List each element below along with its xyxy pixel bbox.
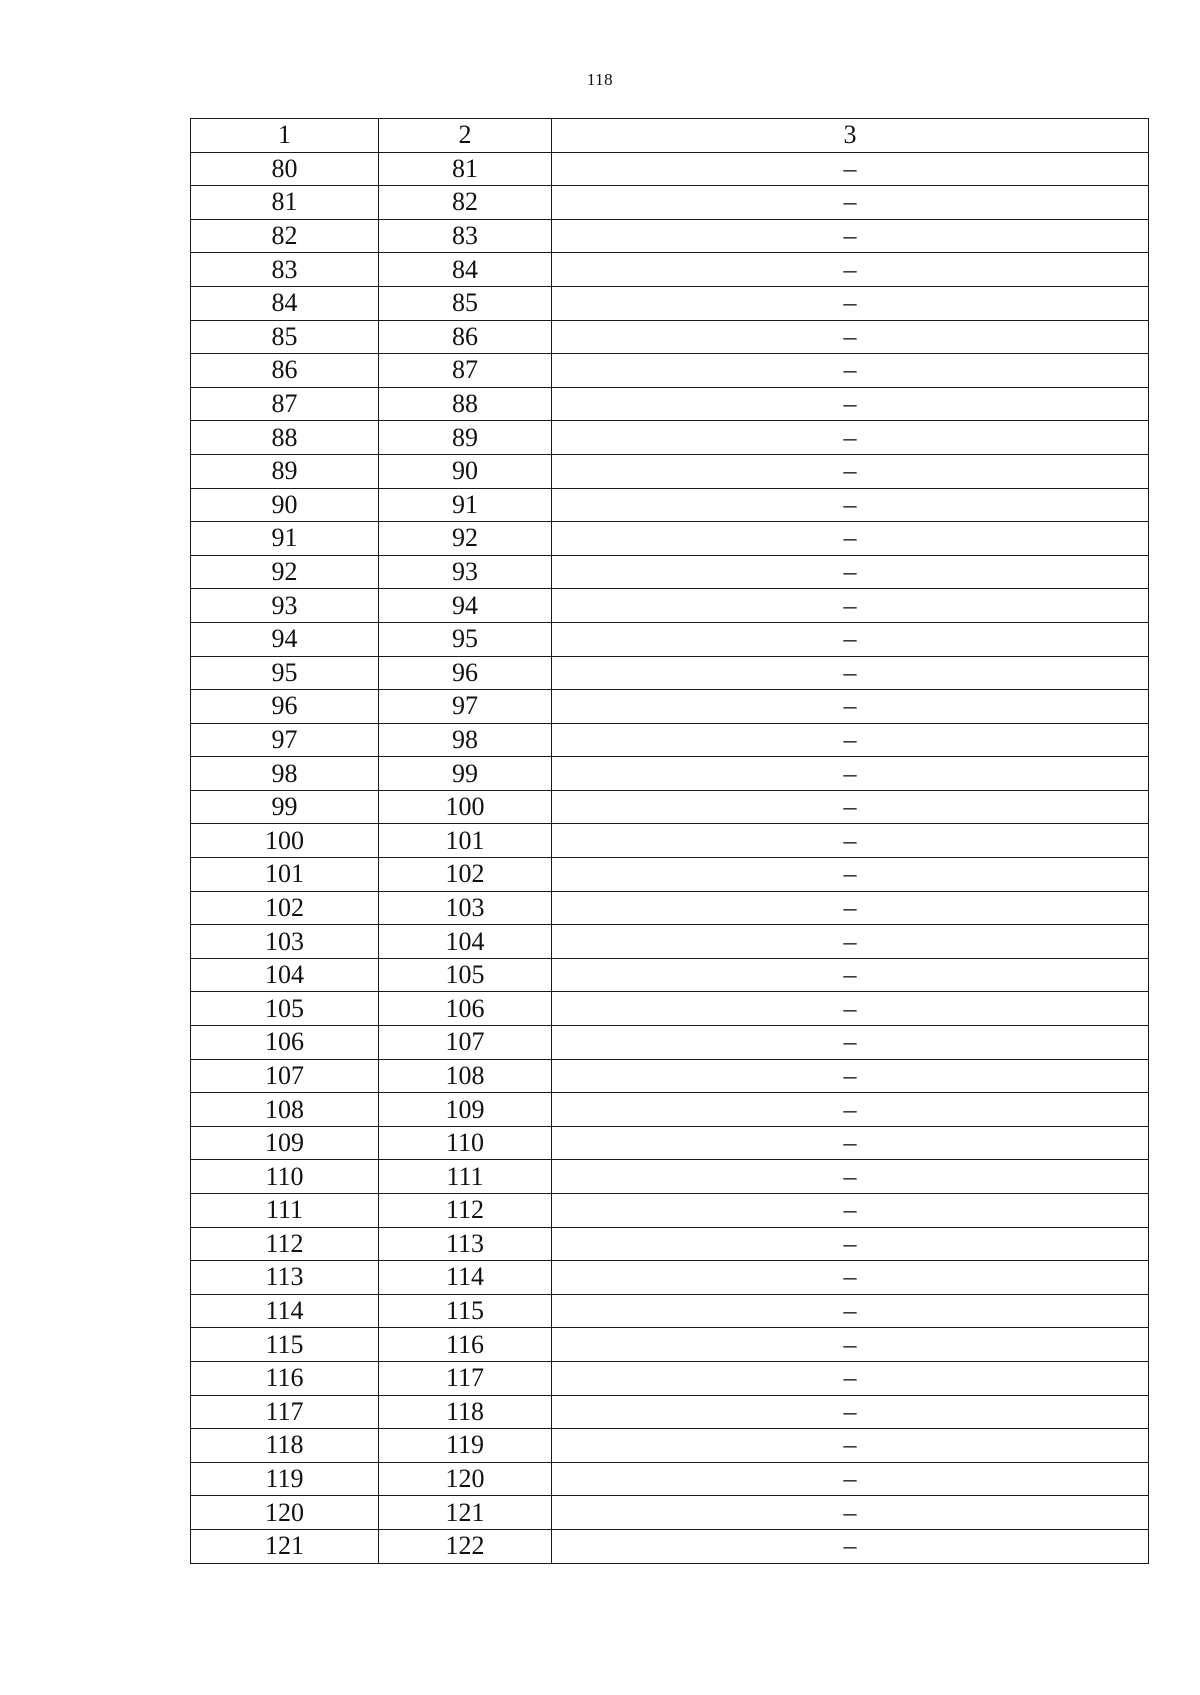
table-row xyxy=(191,253,1149,287)
table-row xyxy=(191,555,1149,589)
table-cell-col-1: 89 xyxy=(191,454,379,488)
table-cell-col-3: – xyxy=(552,1093,1149,1127)
table-cell-col-1: 86 xyxy=(191,354,379,388)
table-cell-col-1: 87 xyxy=(191,387,379,421)
table-row xyxy=(191,1194,1149,1228)
table-cell-col-2: 115 xyxy=(379,1294,552,1328)
table-cell-col-2: 120 xyxy=(379,1462,552,1496)
column-header-2: 2 xyxy=(379,119,552,153)
table-cell-col-1: 96 xyxy=(191,690,379,724)
table-cell-col-1: 109 xyxy=(191,1126,379,1160)
table-cell-col-3: – xyxy=(552,1328,1149,1362)
table-row xyxy=(191,1328,1149,1362)
table-cell-col-2: 107 xyxy=(379,1026,552,1060)
table-row xyxy=(191,757,1149,791)
table-cell-col-1: 113 xyxy=(191,1261,379,1295)
table-body xyxy=(191,152,1149,1563)
table-cell-col-1: 81 xyxy=(191,186,379,220)
table-row xyxy=(191,690,1149,724)
table-cell-col-3: – xyxy=(552,1294,1149,1328)
table-row xyxy=(191,790,1149,824)
table-cell-col-2: 94 xyxy=(379,589,552,623)
table-row xyxy=(191,186,1149,220)
table-cell-col-2: 82 xyxy=(379,186,552,220)
table-row xyxy=(191,1026,1149,1060)
table-cell-col-1: 94 xyxy=(191,622,379,656)
table-cell-col-3: – xyxy=(552,1429,1149,1463)
table-cell-col-2: 98 xyxy=(379,723,552,757)
table-row xyxy=(191,522,1149,556)
table-cell-col-3: – xyxy=(552,690,1149,724)
table-cell-col-2: 100 xyxy=(379,790,552,824)
table-cell-col-3: – xyxy=(552,824,1149,858)
table-cell-col-3: – xyxy=(552,1227,1149,1261)
table-header xyxy=(191,119,1149,153)
table-cell-col-1: 95 xyxy=(191,656,379,690)
table-cell-col-1: 114 xyxy=(191,1294,379,1328)
table-row xyxy=(191,1126,1149,1160)
column-header-1: 1 xyxy=(191,119,379,153)
table-cell-col-3: – xyxy=(552,1160,1149,1194)
table-cell-col-1: 117 xyxy=(191,1395,379,1429)
table-cell-col-3: – xyxy=(552,488,1149,522)
header-row xyxy=(191,119,1149,153)
table-cell-col-1: 84 xyxy=(191,286,379,320)
table-cell-col-3: – xyxy=(552,354,1149,388)
table-cell-col-3: – xyxy=(552,858,1149,892)
table-cell-col-2: 95 xyxy=(379,622,552,656)
table-cell-col-3: – xyxy=(552,219,1149,253)
data-table xyxy=(190,118,1149,1564)
table-cell-col-2: 103 xyxy=(379,891,552,925)
table-cell-col-2: 99 xyxy=(379,757,552,791)
table-cell-col-1: 121 xyxy=(191,1529,379,1563)
table-cell-col-1: 111 xyxy=(191,1194,379,1228)
table-cell-col-1: 101 xyxy=(191,858,379,892)
table-cell-col-2: 83 xyxy=(379,219,552,253)
table-cell-col-1: 83 xyxy=(191,253,379,287)
table-cell-col-2: 105 xyxy=(379,958,552,992)
table-cell-col-1: 116 xyxy=(191,1361,379,1395)
table-cell-col-1: 80 xyxy=(191,152,379,186)
table-row xyxy=(191,286,1149,320)
table-cell-col-1: 118 xyxy=(191,1429,379,1463)
table-cell-col-3: – xyxy=(552,1261,1149,1295)
table-row xyxy=(191,1227,1149,1261)
table-row xyxy=(191,1529,1149,1563)
table-row xyxy=(191,891,1149,925)
table-cell-col-2: 97 xyxy=(379,690,552,724)
table-cell-col-1: 93 xyxy=(191,589,379,623)
table-cell-col-3: – xyxy=(552,1529,1149,1563)
table-cell-col-3: – xyxy=(552,589,1149,623)
table-row xyxy=(191,152,1149,186)
table-cell-col-1: 110 xyxy=(191,1160,379,1194)
table-row xyxy=(191,1093,1149,1127)
table-cell-col-1: 97 xyxy=(191,723,379,757)
table-cell-col-1: 88 xyxy=(191,421,379,455)
table-cell-col-3: – xyxy=(552,757,1149,791)
table-cell-col-2: 113 xyxy=(379,1227,552,1261)
table-row xyxy=(191,320,1149,354)
table-cell-col-3: – xyxy=(552,1026,1149,1060)
table-cell-col-2: 96 xyxy=(379,656,552,690)
table-cell-col-2: 117 xyxy=(379,1361,552,1395)
table-row xyxy=(191,1429,1149,1463)
table-cell-col-1: 119 xyxy=(191,1462,379,1496)
table-cell-col-2: 93 xyxy=(379,555,552,589)
table-cell-col-3: – xyxy=(552,522,1149,556)
table-cell-col-3: – xyxy=(552,891,1149,925)
table-row xyxy=(191,925,1149,959)
table-row xyxy=(191,1059,1149,1093)
table-cell-col-3: – xyxy=(552,152,1149,186)
table-cell-col-3: – xyxy=(552,992,1149,1026)
table-row xyxy=(191,1395,1149,1429)
table-cell-col-2: 106 xyxy=(379,992,552,1026)
table-cell-col-1: 108 xyxy=(191,1093,379,1127)
table-cell-col-1: 107 xyxy=(191,1059,379,1093)
page-number: 118 xyxy=(586,70,614,89)
table-cell-col-3: – xyxy=(552,454,1149,488)
table-cell-col-2: 118 xyxy=(379,1395,552,1429)
table-cell-col-3: – xyxy=(552,1395,1149,1429)
table-cell-col-2: 86 xyxy=(379,320,552,354)
table-cell-col-3: – xyxy=(552,790,1149,824)
table-cell-col-1: 106 xyxy=(191,1026,379,1060)
table-row xyxy=(191,858,1149,892)
table-cell-col-3: – xyxy=(552,925,1149,959)
table-cell-col-1: 98 xyxy=(191,757,379,791)
table-cell-col-3: – xyxy=(552,1496,1149,1530)
table-cell-col-3: – xyxy=(552,1126,1149,1160)
table-cell-col-2: 92 xyxy=(379,522,552,556)
table-cell-col-3: – xyxy=(552,958,1149,992)
table-row xyxy=(191,1160,1149,1194)
table-cell-col-2: 108 xyxy=(379,1059,552,1093)
table-cell-col-3: – xyxy=(552,186,1149,220)
table-cell-col-2: 112 xyxy=(379,1194,552,1228)
table-cell-col-3: – xyxy=(552,723,1149,757)
table-cell-col-2: 84 xyxy=(379,253,552,287)
table-cell-col-3: – xyxy=(552,555,1149,589)
table-cell-col-2: 119 xyxy=(379,1429,552,1463)
table-cell-col-3: – xyxy=(552,387,1149,421)
table-cell-col-2: 91 xyxy=(379,488,552,522)
table-cell-col-2: 110 xyxy=(379,1126,552,1160)
table-cell-col-2: 81 xyxy=(379,152,552,186)
table-cell-col-1: 104 xyxy=(191,958,379,992)
table-cell-col-3: – xyxy=(552,622,1149,656)
table-cell-col-3: – xyxy=(552,1361,1149,1395)
table-cell-col-3: – xyxy=(552,1059,1149,1093)
table-cell-col-2: 104 xyxy=(379,925,552,959)
table-row xyxy=(191,656,1149,690)
table-cell-col-2: 87 xyxy=(379,354,552,388)
table-cell-col-2: 121 xyxy=(379,1496,552,1530)
table-cell-col-1: 91 xyxy=(191,522,379,556)
table-cell-col-1: 85 xyxy=(191,320,379,354)
table-row xyxy=(191,1294,1149,1328)
table-cell-col-3: – xyxy=(552,320,1149,354)
table-row xyxy=(191,454,1149,488)
table-cell-col-1: 102 xyxy=(191,891,379,925)
table-cell-col-1: 92 xyxy=(191,555,379,589)
table-cell-col-1: 120 xyxy=(191,1496,379,1530)
table-cell-col-2: 109 xyxy=(379,1093,552,1127)
table-row xyxy=(191,1496,1149,1530)
table-cell-col-3: – xyxy=(552,656,1149,690)
table-cell-col-2: 101 xyxy=(379,824,552,858)
table-row xyxy=(191,488,1149,522)
table-row xyxy=(191,387,1149,421)
table-cell-col-1: 100 xyxy=(191,824,379,858)
table-row xyxy=(191,1361,1149,1395)
table-cell-col-1: 115 xyxy=(191,1328,379,1362)
table-cell-col-1: 105 xyxy=(191,992,379,1026)
table-row xyxy=(191,1261,1149,1295)
table-row xyxy=(191,622,1149,656)
table-cell-col-2: 116 xyxy=(379,1328,552,1362)
table-cell-col-3: – xyxy=(552,1194,1149,1228)
table-cell-col-2: 85 xyxy=(379,286,552,320)
table-cell-col-1: 90 xyxy=(191,488,379,522)
table-cell-col-2: 89 xyxy=(379,421,552,455)
table-cell-col-2: 122 xyxy=(379,1529,552,1563)
table-cell-col-2: 90 xyxy=(379,454,552,488)
table-cell-col-3: – xyxy=(552,286,1149,320)
table-row xyxy=(191,354,1149,388)
table-cell-col-2: 88 xyxy=(379,387,552,421)
table-cell-col-1: 103 xyxy=(191,925,379,959)
table-cell-col-2: 102 xyxy=(379,858,552,892)
table-row xyxy=(191,824,1149,858)
table-cell-col-1: 82 xyxy=(191,219,379,253)
table-cell-col-1: 112 xyxy=(191,1227,379,1261)
table-row xyxy=(191,1462,1149,1496)
table-row xyxy=(191,958,1149,992)
table-row xyxy=(191,421,1149,455)
table-cell-col-2: 114 xyxy=(379,1261,552,1295)
table-cell-col-3: – xyxy=(552,421,1149,455)
table-row xyxy=(191,219,1149,253)
table-row xyxy=(191,589,1149,623)
table-cell-col-2: 111 xyxy=(379,1160,552,1194)
table-cell-col-3: – xyxy=(552,253,1149,287)
table-cell-col-1: 99 xyxy=(191,790,379,824)
table-cell-col-3: – xyxy=(552,1462,1149,1496)
column-header-3: 3 xyxy=(552,119,1149,153)
table-row xyxy=(191,992,1149,1026)
table-row xyxy=(191,723,1149,757)
